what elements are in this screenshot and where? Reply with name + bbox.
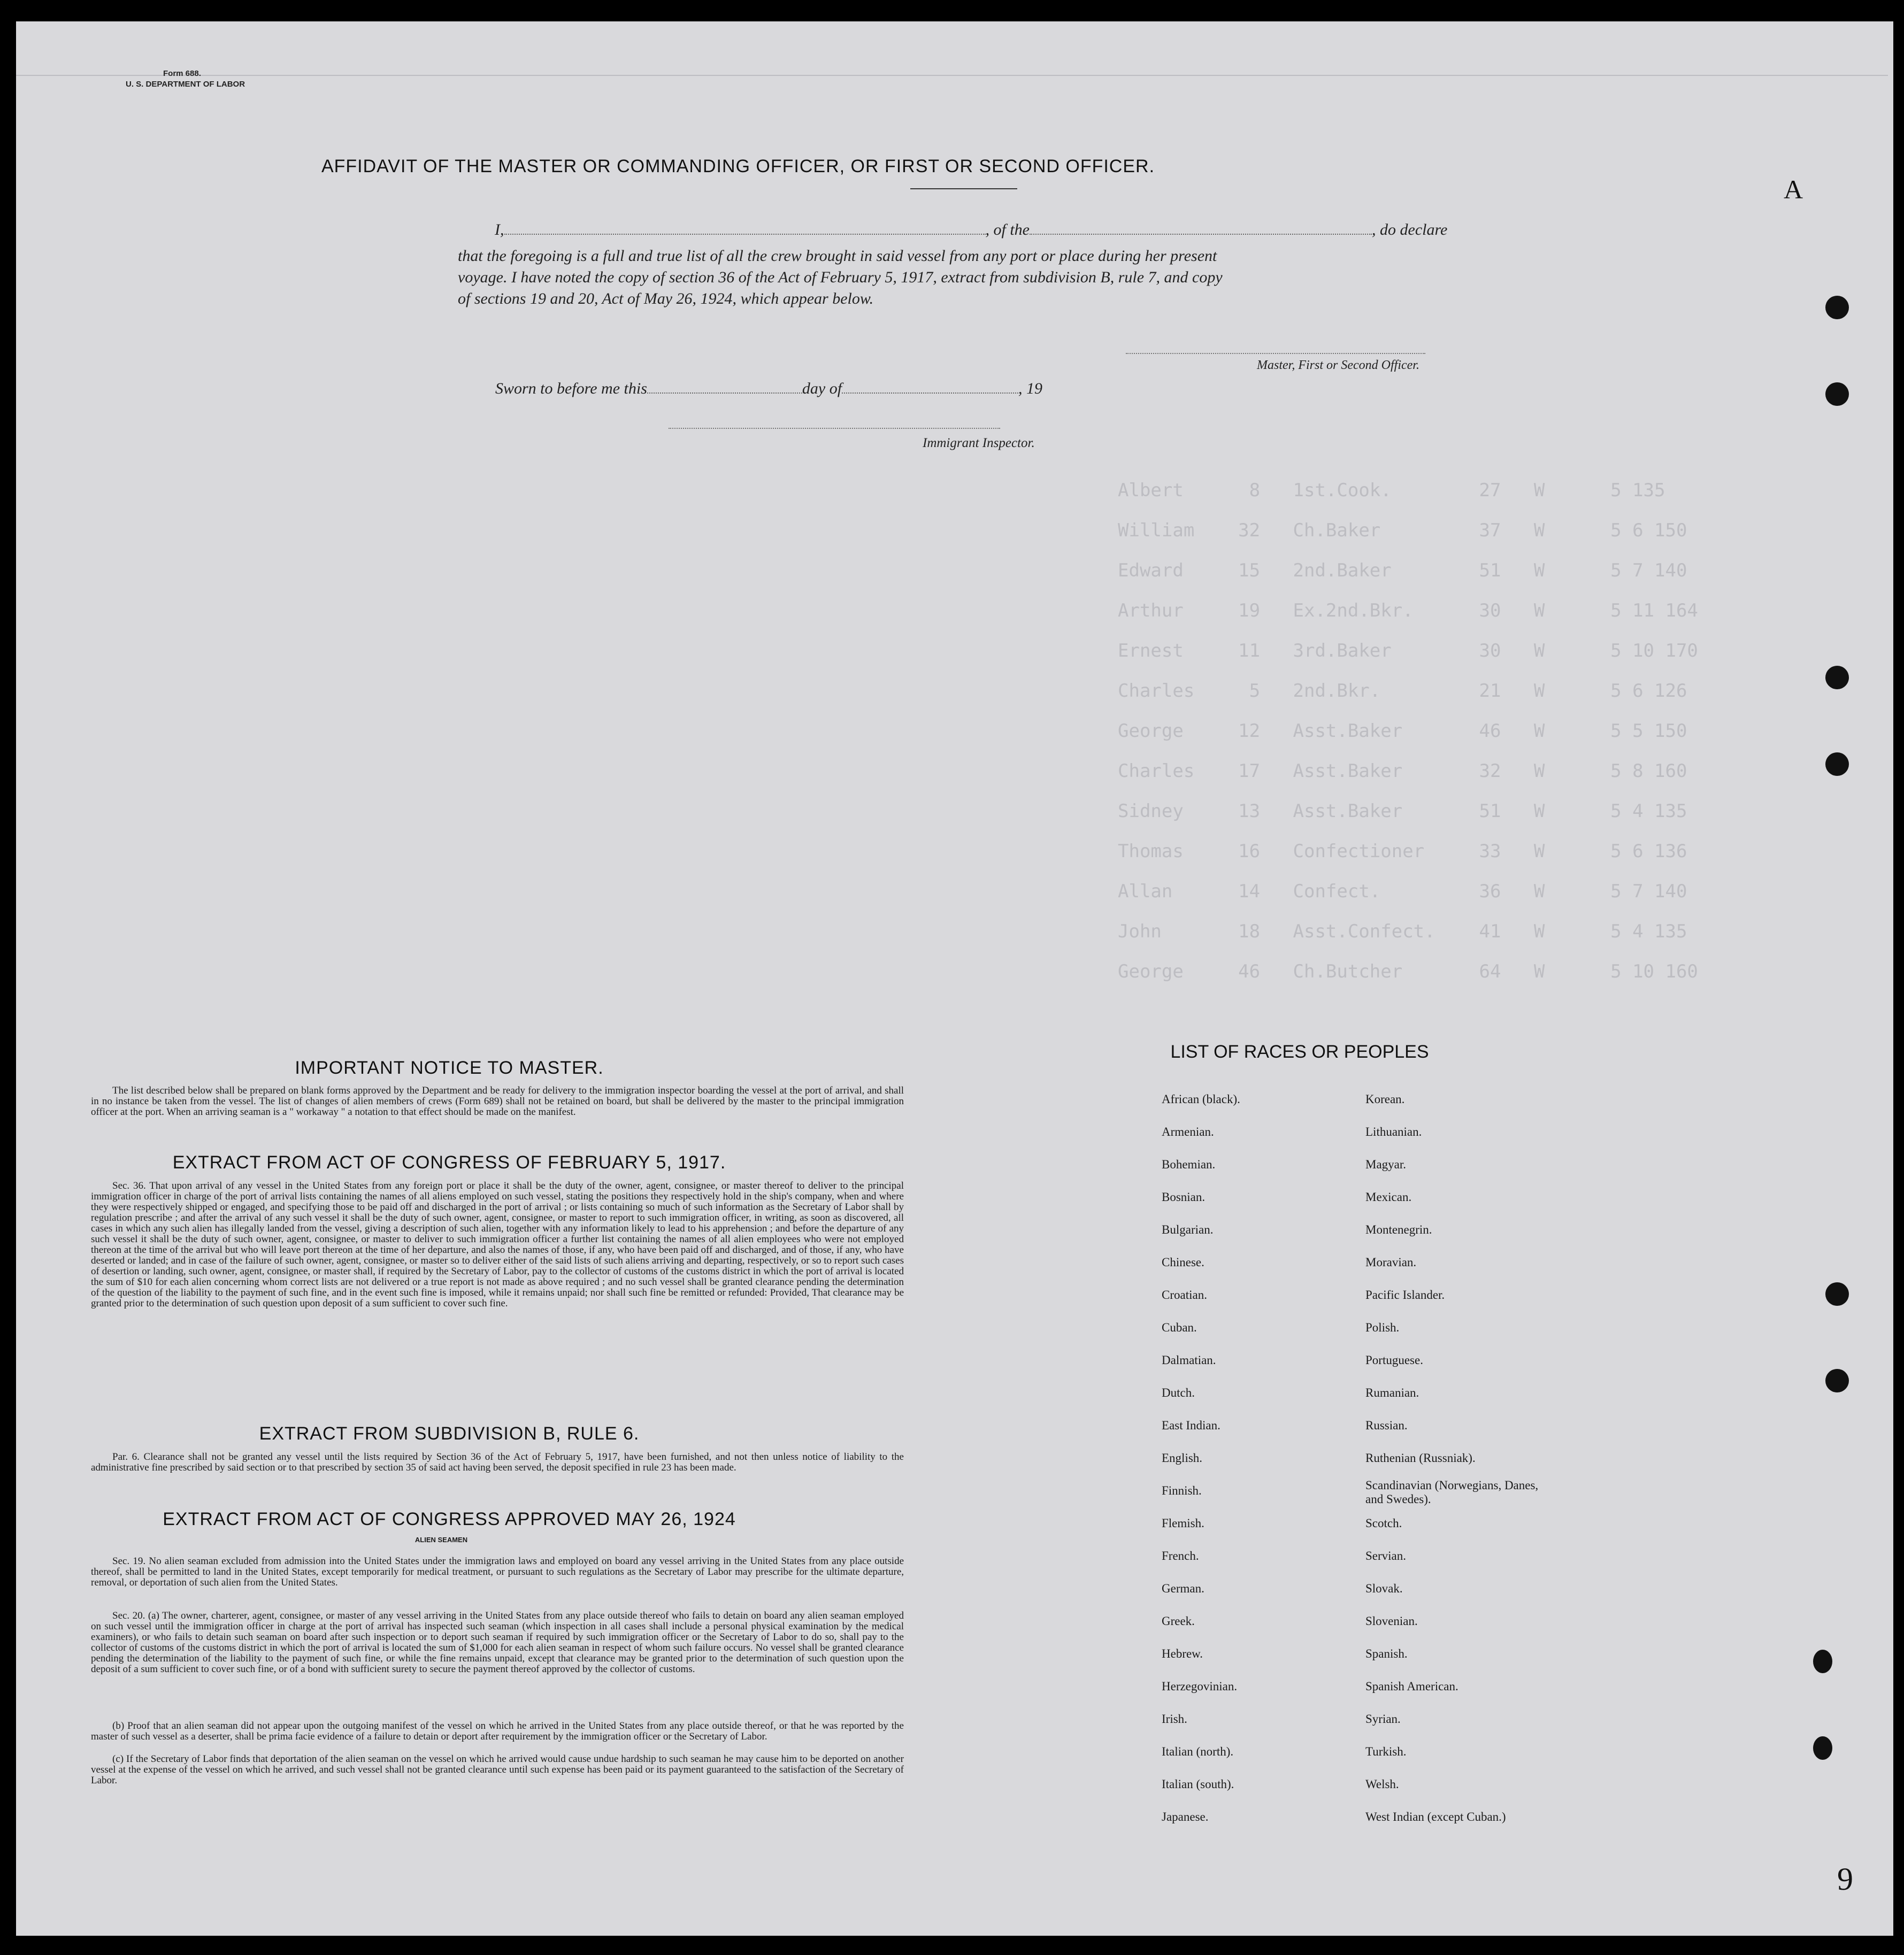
sworn-month-field[interactable] [842,392,1018,394]
race-item: Lithuanian. [1365,1125,1422,1138]
inspector-signature-label: Immigrant Inspector. [923,436,1035,450]
rule6-title: EXTRACT FROM SUBDIVISION B, RULE 6. [259,1423,640,1444]
title-underline [910,188,1017,189]
margin-mark-top: A [1784,174,1803,204]
sec20c-text: (c) If the Secretary of Labor finds that deportation of the alien seaman on the vessel on which he arrived would cause undue hardship to such seaman he may cause him to be deported on another vessel at the expense of the vessel on which he arrived, and such vessel shall not be granted clearance until such expense has been paid or its payment guaranteed to the satisfaction of the Secretary of Labor. [91,1753,904,1786]
punch-hole [1825,752,1849,776]
bleed-through-text: Albert 8 1st.Cook. 27 W 5 135 William 32 Ch.Baker 37 W 5 6 150 Edward 15 2nd.Baker 51 W 5 7 140 Arthur 19 Ex.2nd.Bkr. 30 W 5 11 164 Ernest 11 3rd.Baker 30 W 5 10 170 Charles 5 2nd.Bkr. 21 W 5 6 126 George 12 Asst.Baker 46 W 5 5 150 Charles 17 Asst.Baker 32 W 5 8 160 Sidney 13 Asst.Baker 51 W 5 4 135 Thomas 16 Confectioner 33 W 5 6 136 Allan 14 Confect. 36 W 5 7 140 John 18 Asst.Confect. 41 W 5 4 135 George 46 Ch.Butcher 64 W 5 10 160 [1118,480,1698,982]
race-item: Dalmatian. [1162,1353,1216,1367]
year-prefix: , 19 [1018,380,1043,397]
race-item: African (black). [1162,1092,1240,1106]
race-item: French. [1162,1549,1199,1563]
punch-hole [1813,1736,1832,1760]
race-item: Herzegovinian. [1162,1680,1238,1693]
notice-title: IMPORTANT NOTICE TO MASTER. [295,1058,604,1078]
race-item: Chinese. [1162,1256,1204,1269]
form-page [16,21,1893,1936]
races-title: LIST OF RACES OR PEOPLES [1170,1042,1429,1062]
inspector-signature-line[interactable] [669,428,1000,429]
race-item: Ruthenian (Russniak). [1365,1451,1476,1465]
race-item: Slovenian. [1365,1614,1418,1628]
race-item: Moravian. [1365,1256,1417,1269]
affidavit-line-1 [495,221,1447,239]
race-item: Greek. [1162,1614,1195,1628]
race-item: Croatian. [1162,1288,1207,1302]
punch-hole [1813,1650,1832,1673]
affidavit-title: AFFIDAVIT OF THE MASTER OR COMMANDING OFFICER, OR FIRST OR SECOND OFFICER. [321,156,1155,176]
race-item: Cuban. [1162,1321,1197,1334]
master-signature-line[interactable] [1126,353,1425,354]
race-item: Bohemian. [1162,1158,1216,1171]
race-item: Montenegrin. [1365,1223,1432,1236]
race-item: Mexican. [1365,1190,1412,1204]
race-item: Hebrew. [1162,1647,1203,1660]
notice-text: The list described below shall be prepared on blank forms approved by the Department and be ready for delivery to the immigration inspector boarding the vessel at the port of arrival, and shall in no instance be taken from the vessel. The list of changes of alien members of crews (Form 689) shall not be retained on board, but shall be delivered by the master to the principal immigration officer at the port. When an arriving seaman is a " workaway " a notation to that effect should be made on the manifest. [91,1085,904,1118]
race-item: Spanish American. [1365,1680,1458,1693]
extract-1917-text: Sec. 36. That upon arrival of any vessel in the United States from any foreign port or place it shall be the duty of the owner, agent, consignee, or master thereof to deliver to the principal immigration officer in charge of the port of arrival lists containing the names of all aliens employed on such vessel, stating the positions they respectively hold in the ship's company, when and where they were respectively shipped or engaged, and specifying those to be paid off and discharged in the port of arrival ; or lists containing so much of such information as the Secretary of Labor shall by regulation prescribe ; and after the arrival of any such vessel it shall be the duty of such owner, agent, consignee, or master to report to such immigration officer, in writing, as soon as discovered, all cases in which any such alien has illegally landed from the vessel, giving a description of such alien, together with any information likely to lead to his apprehension ; and before the departure of any such vessel it shall be the duty of such owner, agent, consignee, or master to deliver to such immigration officer a further list containing the names of all alien employees who were not employed thereon at the time of the arrival but who will leave port thereon at the time of her departure, and also the names of those, if any, who have been paid off and discharged, and of those, if any, who have deserted or landed; and in case of the failure of such owner, agent, consignee, or master so to deliver either of the said lists of such aliens arriving and departing, respectively, or so to report such cases of desertion or landing, such owner, agent, consignee, or master shall, if required by the Secretary of Labor, pay to the collector of customs of the customs district in which the port of arrival is located the sum of $10 for each alien concerning whom correct lists are not delivered or a true report is not made as above required ; and no such vessel shall be granted clearance pending the determination of the question of the liability to the payment of such fine, and in the event such fine is imposed, while it remains unpaid; nor shall such fine be remitted or refunded: Provided, That clearance may be granted prior to the determination of such question upon deposit of a sum sufficient to cover such fine. [91,1180,904,1309]
extract-1917-title: EXTRACT FROM ACT OF CONGRESS OF FEBRUARY 5, 1917. [172,1152,726,1173]
sec19-text: Sec. 19. No alien seaman excluded from admission into the United States under the immigration laws and employed on board any vessel arriving in the United States from any place outside thereof, shall be permitted to land in the United States, except temporarily for medical treatment, or pursuant to such regulations as the Secretary of Labor may prescribe for the ultimate departure, removal, or deportation of such alien from the United States. [91,1556,904,1588]
race-item: Korean. [1365,1092,1405,1106]
race-item: West Indian (except Cuban.) [1365,1810,1506,1823]
race-item: English. [1162,1451,1203,1465]
race-item: Scotch. [1365,1517,1402,1530]
race-item: Japanese. [1162,1810,1209,1823]
master-signature-label: Master, First or Second Officer. [1257,358,1419,372]
race-item: Dutch. [1162,1386,1195,1399]
race-item: Rumanian. [1365,1386,1419,1399]
race-item: Italian (north). [1162,1745,1234,1758]
race-item: Magyar. [1365,1158,1407,1171]
sworn-line [495,380,1042,398]
race-item: Spanish. [1365,1647,1408,1660]
punch-hole [1825,1282,1849,1306]
alien-seamen-subtitle: ALIEN SEAMEN [414,1536,468,1544]
race-item: East Indian. [1162,1419,1220,1432]
race-item: Scandinavian (Norwegians, Danes, and Swedes). [1365,1479,1539,1506]
race-item: Polish. [1365,1321,1400,1334]
race-item: Servian. [1365,1549,1407,1563]
declare-text: , do declare [1372,221,1448,238]
race-item: Welsh. [1365,1777,1399,1791]
affidavit-line-2: that the foregoing is a full and true list of all the crew brought in said vessel from any port or place during her present [458,247,1217,265]
extract-1924-title: EXTRACT FROM ACT OF CONGRESS APPROVED MAY 26, 1924 [163,1509,736,1529]
race-item: Bulgarian. [1162,1223,1214,1236]
sec20a-text: Sec. 20. (a) The owner, charterer, agent, consignee, or master of any vessel arriving in the United States from any place outside thereof who fails to detain on board any alien seaman employed on such vessel until the immigration officer in charge at the port of arrival has inspected such seaman (which inspection in all cases shall include a personal physical examination by the medical examiners), or who fails to detain such seaman on board after such inspection or to deport such seaman if required by such immigration officer or the Secretary of Labor to do so, shall pay to the collector of customs of the customs district in which the port of arrival is located the sum of $1,000 for each alien seaman in respect of whom such failure occurs. No vessel shall be granted clearance pending the determination of the liability to the payment of such fine, or while the fine remains unpaid, except that clearance may be granted prior to the determination of such question upon the deposit of a sum sufficient to cover such fine, or of a bond with sufficient surety to secure the payment thereof approved by the collector of customs. [91,1610,904,1675]
race-item: Pacific Islander. [1365,1288,1445,1302]
vessel-prefix: , of the [985,221,1030,238]
department-name: U. S. DEPARTMENT OF LABOR [126,80,245,89]
race-item: Flemish. [1162,1517,1204,1530]
declarant-name-field[interactable] [504,234,986,235]
race-item: Irish. [1162,1712,1187,1726]
vessel-name-field[interactable] [1030,234,1372,235]
race-item: Finnish. [1162,1484,1202,1497]
affidavit-line-3: voyage. I have noted the copy of section 36 of the Act of February 5, 1917, extract from subdivision B, rule 7, and copy [458,268,1223,286]
race-item: Russian. [1365,1419,1408,1432]
form-identifier [126,68,245,90]
punch-hole [1825,296,1849,319]
sworn-prefix: Sworn to before me this [495,380,647,397]
race-item: Turkish. [1365,1745,1407,1758]
race-item: German. [1162,1582,1204,1595]
form-number: Form 688. [163,69,201,78]
race-item: Italian (south). [1162,1777,1234,1791]
punch-hole [1825,666,1849,689]
race-item: Armenian. [1162,1125,1214,1138]
sec20b-text: (b) Proof that an alien seaman did not appear upon the outgoing manifest of the vessel on which he arrived in the United States from any place outside thereof, or that he was reported by the master of such vessel as a deserter, shall be prima facie evidence of a failure to detain or deport after requirement by the immigration officer or the Secretary of Labor. [91,1720,904,1742]
race-item: Slovak. [1365,1582,1403,1595]
rule6-text: Par. 6. Clearance shall not be granted any vessel until the lists required by Section 36 of the Act of February 5, 1917, have been furnished, and not then unless notice of liability to the administrative fine prescribed by said section or to that prescribed by section 35 of said act having been served, the deposit specified in rule 23 has been made. [91,1451,904,1473]
margin-mark-bottom: 9 [1837,1861,1853,1897]
punch-hole [1825,1369,1849,1392]
race-item: Portuguese. [1365,1353,1423,1367]
day-of-label: day of [802,380,842,397]
declarant-prefix: I, [495,221,504,238]
race-item: Bosnian. [1162,1190,1206,1204]
sworn-day-field[interactable] [647,392,802,394]
punch-hole [1825,382,1849,406]
race-item: Syrian. [1365,1712,1401,1726]
affidavit-line-4: of sections 19 and 20, Act of May 26, 1924, which appear below. [458,290,874,307]
